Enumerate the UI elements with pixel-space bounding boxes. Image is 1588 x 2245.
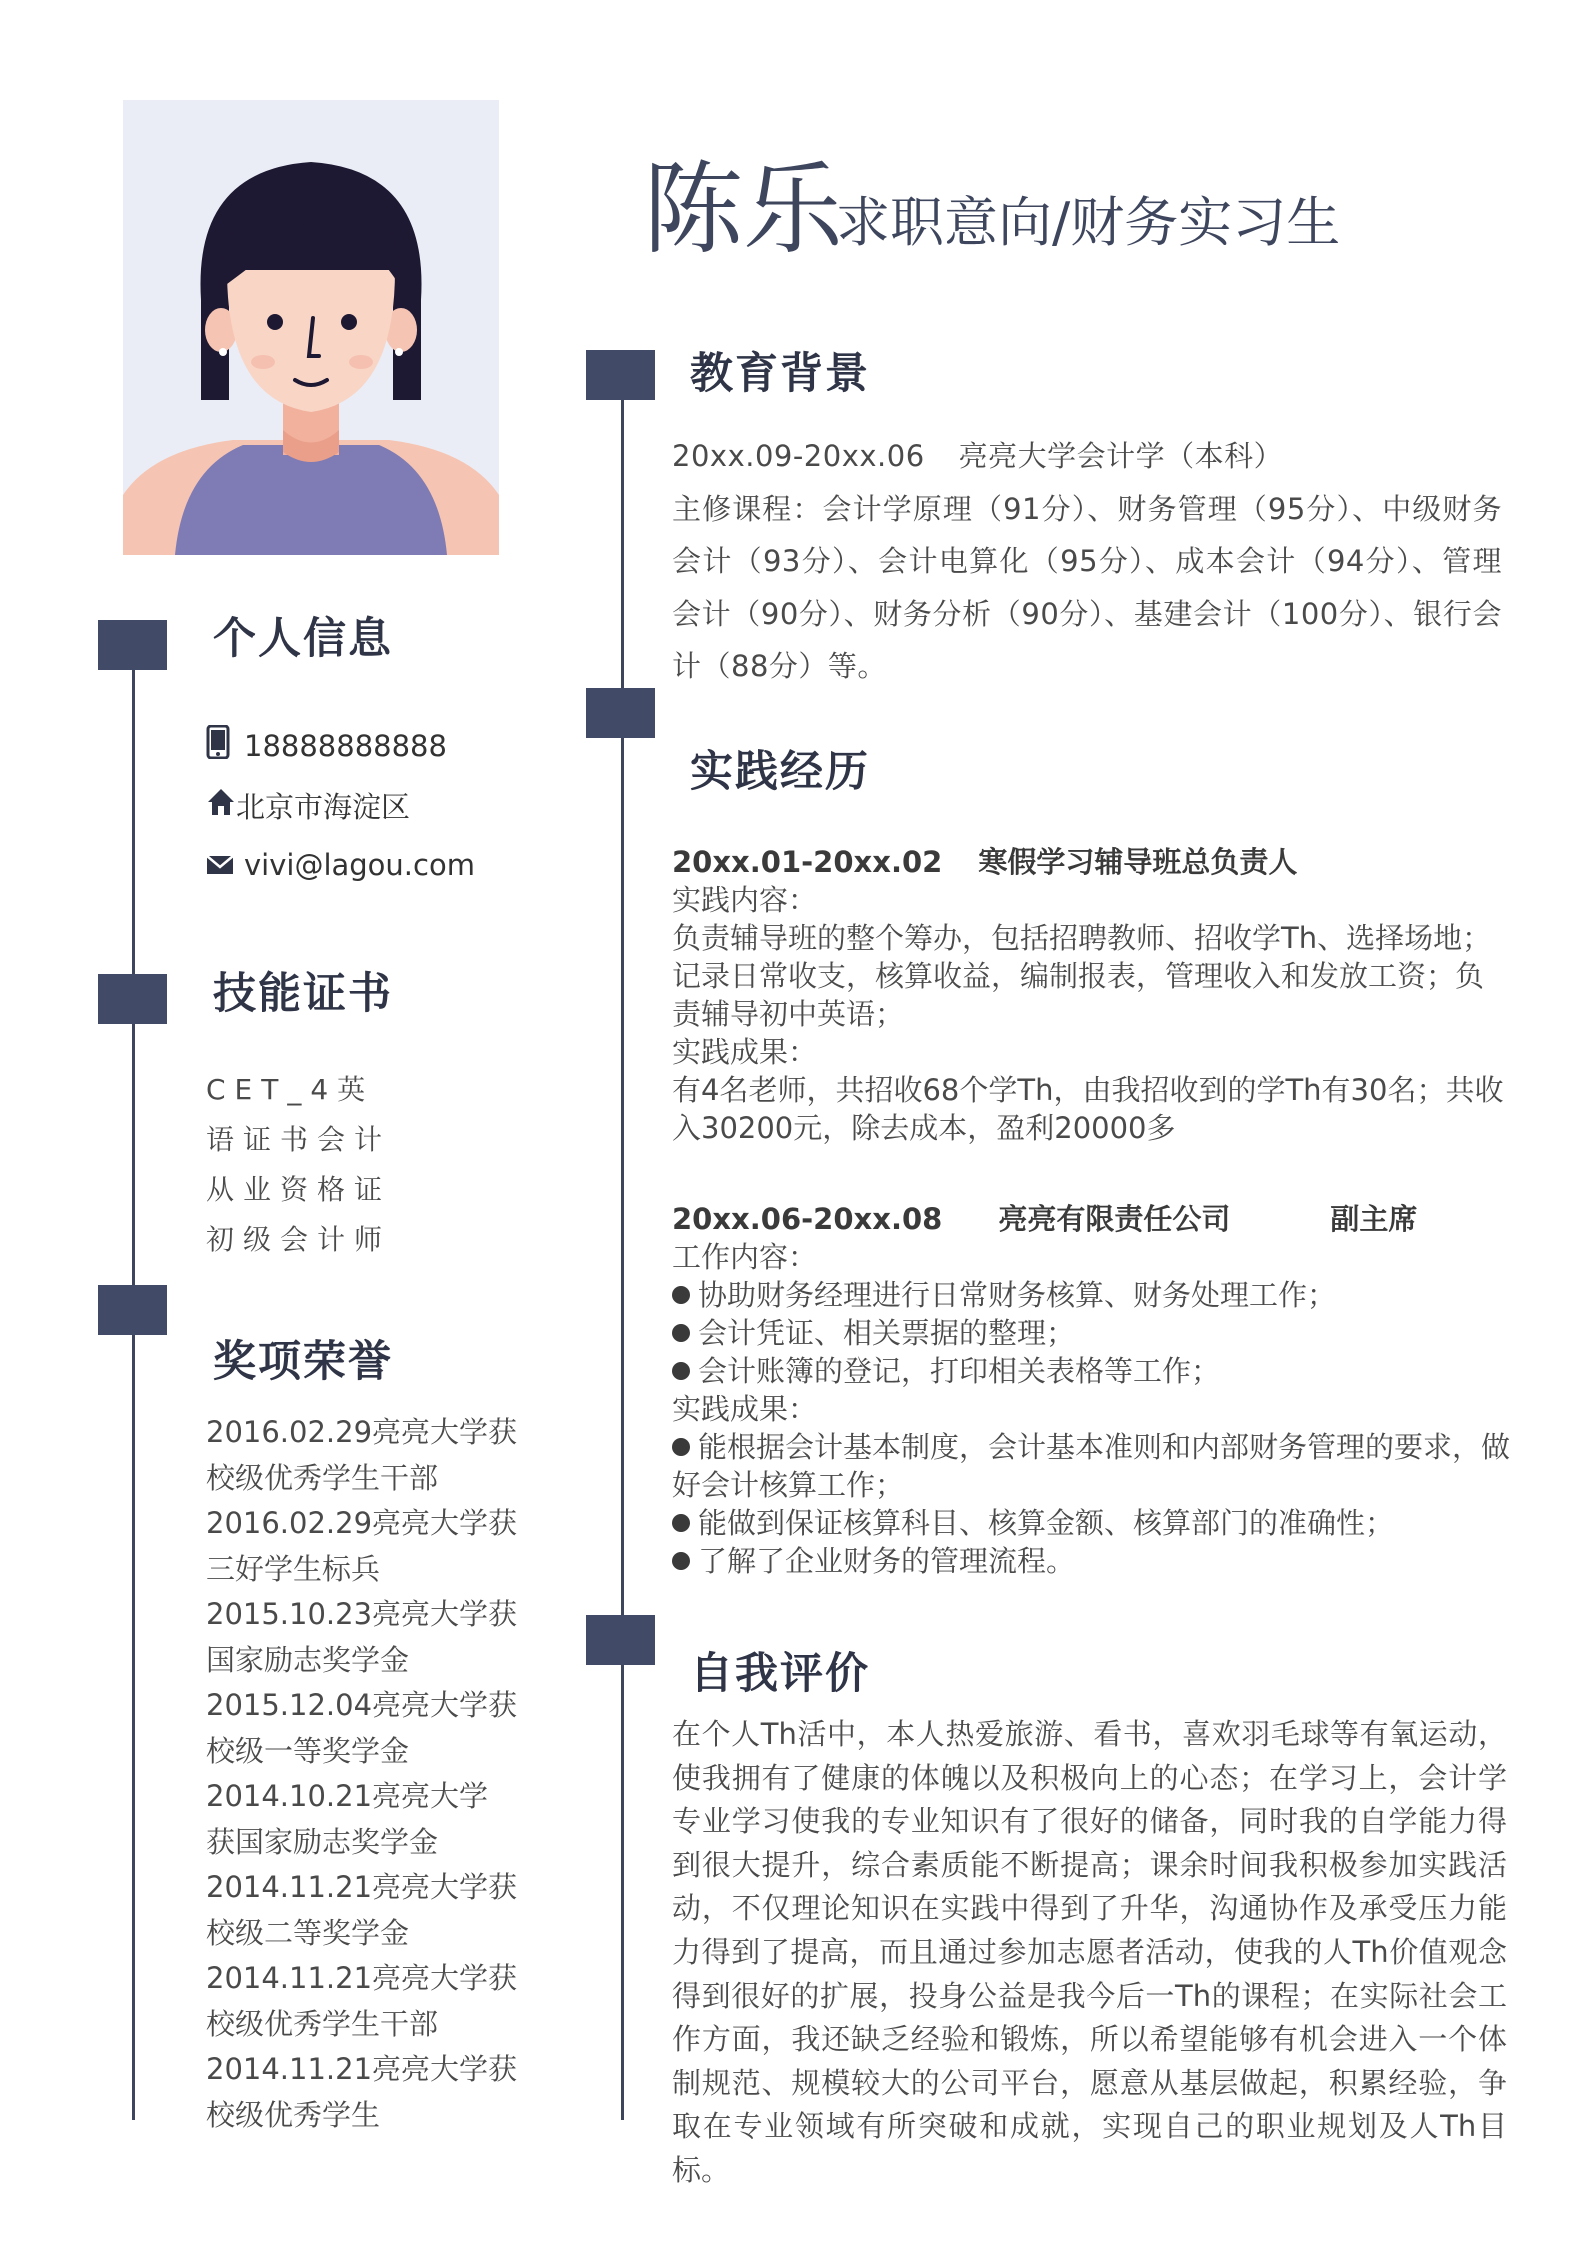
award-line: 2016.02.29亮亮大学获 [206, 1506, 518, 1540]
award-line: 校级一等奖学金 [206, 1733, 410, 1768]
job1-content-label: 实践内容： [672, 883, 818, 917]
practice-job-2 [672, 1200, 1512, 1580]
list-item: 会计凭证、相关票据的整理； [672, 1314, 1512, 1352]
bullet-icon [672, 1514, 690, 1532]
award-line: 三好学生标兵 [206, 1551, 381, 1586]
section-marker [98, 974, 167, 1024]
award-line: 校级优秀学生干部 [206, 2006, 439, 2041]
award-line: 2015.12.04亮亮大学获 [206, 1688, 518, 1722]
list-item: 协助财务经理进行日常财务核算、财务处理工作； [672, 1276, 1512, 1314]
award-line: 2014.11.21亮亮大学获 [206, 1961, 518, 1995]
section-title-self: 自我评价 [690, 1649, 870, 1699]
section-title-personal: 个人信息 [213, 614, 393, 664]
job1-content: 负责辅导班的整个筹办，包括招聘教师、招收学Th、选择场地；记录日常收支，核算收益，编制报表，管理收入和发放工资；负责辅导初中英语； [672, 921, 1492, 1031]
candidate-name: 陈乐 [643, 151, 843, 268]
education-block [672, 430, 1502, 693]
job2-content-label: 工作内容： [672, 1240, 818, 1274]
job1-title: 寒假学习辅导班总负责人 [978, 845, 1298, 879]
left-timeline-line [132, 620, 135, 2120]
email-text[interactable]: vivi@lagou.com [244, 848, 475, 882]
contact-phone [206, 725, 447, 766]
job2-result-label: 实践成果： [672, 1392, 818, 1426]
avatar [123, 100, 499, 555]
awards-list [206, 1410, 517, 2138]
list-item: 了解了企业财务的管理流程。 [672, 1542, 1512, 1580]
contact-address [206, 785, 410, 826]
avatar-illustration [123, 100, 499, 555]
bullet-icon [672, 1552, 690, 1570]
award-line: 国家励志奖学金 [206, 1642, 410, 1677]
phone-icon [206, 725, 236, 766]
education-period: 20xx.09-20xx.06 [672, 439, 925, 473]
job2-period: 20xx.06-20xx.08 [672, 1202, 943, 1236]
right-timeline-line [621, 388, 624, 2120]
section-title-awards: 奖项荣誉 [213, 1337, 393, 1387]
phone-number: 18888888888 [244, 728, 447, 763]
section-title-education: 教育背景 [690, 349, 870, 399]
award-line: 校级优秀学生 [206, 2097, 381, 2132]
section-marker [586, 350, 655, 400]
section-marker [586, 1615, 655, 1665]
bullet-icon [672, 1324, 690, 1342]
award-line: 2014.10.21亮亮大学 [206, 1779, 489, 1813]
award-line: 校级优秀学生干部 [206, 1460, 439, 1495]
award-line: 2016.02.29亮亮大学获 [206, 1415, 518, 1449]
address-text: 北京市海淀区 [236, 790, 411, 824]
section-title-skills: 技能证书 [213, 969, 393, 1019]
bullet-icon [672, 1362, 690, 1380]
section-marker [98, 620, 167, 670]
job1-period: 20xx.01-20xx.02 [672, 845, 943, 879]
self-evaluation: 在个人Th活中，本人热爱旅游、看书，喜欢羽毛球等有氧运动，使我拥有了健康的体魄以及积极向上的心态；在学习上，会计学专业学习使我的专业知识有了很好的储备，同时我的自学能力得到很大提升，综合素质能不断提高；课余时间我积极参加实践活动，不仅理论知识在实践中得到了升华，沟通协作及承受压力能力得到了提高，而且通过参加志愿者活动，使我的人Th价值观念得到很好的扩展，投身公益是我今后一Th的课程；在实际社会工作方面，我还缺乏经验和锻炼，所以希望能够有机会进入一个体制规范、规模较大的公司平台，愿意从基层做起，积累经验，争取在专业领域有所突破和成就，实现自己的职业规划及人Th目标。 [672, 1717, 1507, 2187]
list-item: 能根据会计基本制度，会计基本准则和内部财务管理的要求，做好会计核算工作； [672, 1430, 1511, 1502]
home-icon [206, 787, 236, 824]
list-item: 能做到保证核算科目、核算金额、核算部门的准确性； [672, 1504, 1512, 1542]
bullet-icon [672, 1438, 690, 1456]
education-courses: 主修课程：会计学原理（91分）、财务管理（95分）、中级财务会计（93分）、会计电算化（95分）、成本会计（94分）、管理会计（90分）、财务分析（90分）、基建会计（100分）、银行会计（88分）等。 [672, 491, 1502, 683]
job1-result-label: 实践成果： [672, 1035, 818, 1069]
award-line: 2014.11.21亮亮大学获 [206, 2052, 518, 2086]
contact-email [206, 848, 475, 882]
section-title-practice: 实践经历 [690, 747, 870, 797]
section-marker [98, 1285, 167, 1335]
section-marker [586, 688, 655, 738]
skills-text: CET_4英语证书会计从业资格证初级会计师 [206, 1073, 392, 1256]
job-intent: 求职意向/财务实习生 [836, 191, 1341, 254]
award-line: 2014.11.21亮亮大学获 [206, 1870, 518, 1904]
award-line: 校级二等奖学金 [206, 1915, 410, 1950]
bullet-icon [672, 1286, 690, 1304]
practice-job-1 [672, 843, 1512, 1147]
job2-role: 副主席 [1330, 1202, 1418, 1236]
job1-result: 有4名老师，共招收68个学Th，由我招收到的学Th有30名；共收入30200元，除去成本，盈利20000多 [672, 1073, 1504, 1145]
mail-icon [206, 848, 236, 882]
award-line: 获国家励志奖学金 [206, 1824, 439, 1859]
education-school: 亮亮大学会计学（本科） [958, 439, 1284, 473]
award-line: 2015.10.23亮亮大学获 [206, 1597, 518, 1631]
list-item: 会计账簿的登记，打印相关表格等工作； [672, 1352, 1512, 1390]
job2-company: 亮亮有限责任公司 [998, 1202, 1231, 1236]
